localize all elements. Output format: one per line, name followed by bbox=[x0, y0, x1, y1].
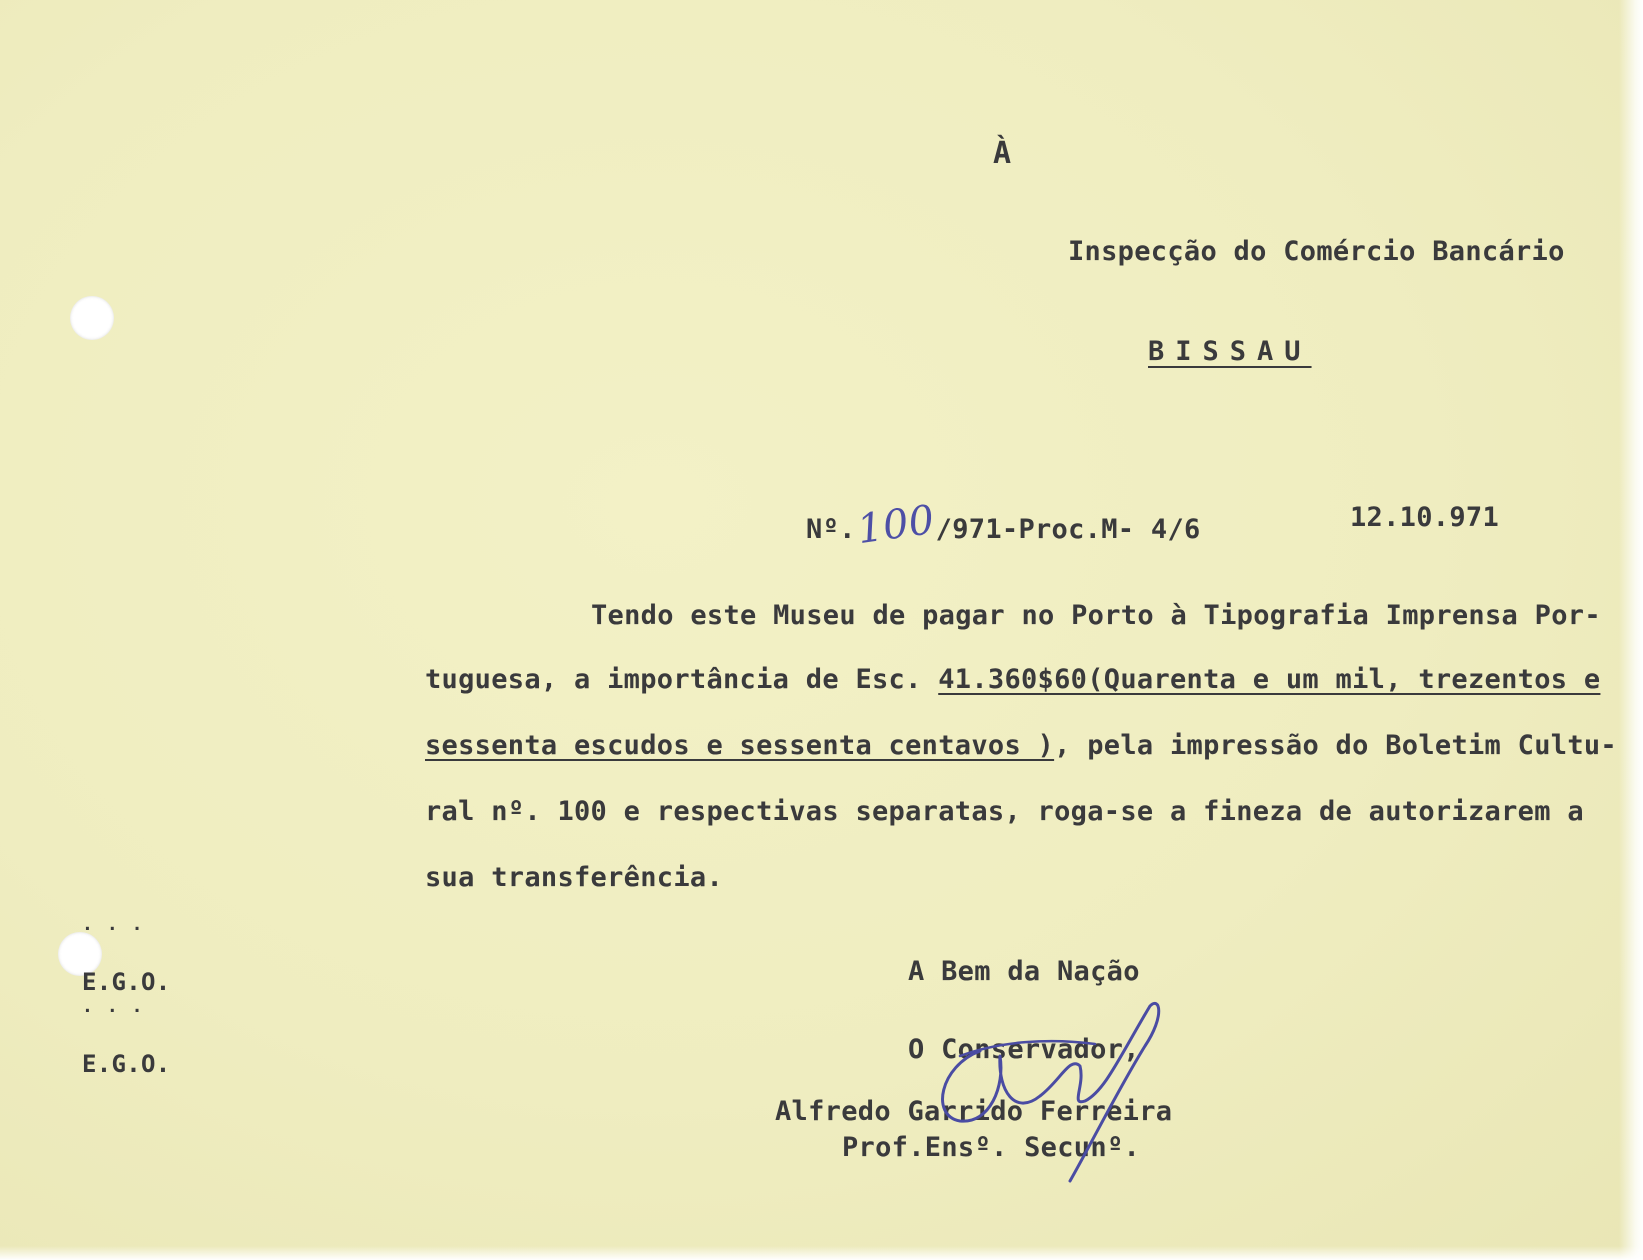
reference-prefix: Nº. bbox=[806, 514, 856, 545]
recipient-name: Inspecção do Comércio Bancário bbox=[1068, 236, 1565, 267]
initials-first: E.G.O. bbox=[82, 968, 171, 996]
body-line-2-text: tuguesa, a importância de Esc. bbox=[425, 664, 939, 695]
body-line-3-text: , pela impressão do Boletim Cultu- bbox=[1054, 730, 1617, 761]
initials-dots-1: ... bbox=[82, 914, 157, 935]
body-line-2 bbox=[425, 664, 1600, 695]
reference-suffix: /971-Proc.M- 4/6 bbox=[935, 514, 1201, 545]
signer-role: O Conservador, bbox=[908, 1034, 1140, 1065]
document-date: 12.10.971 bbox=[1350, 502, 1499, 533]
handwritten-signature bbox=[920, 996, 1200, 1186]
amount-underlined: 41.360$60(Quarenta e um mil, trezentos e bbox=[938, 664, 1601, 695]
signer-name: Alfredo Garrido Ferreira bbox=[775, 1096, 1173, 1127]
amount-words-underlined: sessenta escudos e sessenta centavos ) bbox=[425, 730, 1055, 761]
closing-formula: A Bem da Nação bbox=[908, 956, 1140, 987]
body-line-3 bbox=[425, 730, 1617, 761]
punch-hole-top bbox=[70, 296, 114, 340]
initials-dots-2: ... bbox=[82, 996, 157, 1017]
recipient-city: BISSAU bbox=[1148, 336, 1312, 367]
body-line-4: ral nº. 100 e respectivas separatas, roga-se a fineza de autorizarem a bbox=[425, 796, 1584, 827]
signer-title: Prof.Ensº. Secunº. bbox=[842, 1132, 1140, 1163]
body-line-1: Tendo este Museu de pagar no Porto à Tipografia Imprensa Por- bbox=[591, 600, 1601, 631]
salutation: À bbox=[993, 136, 1012, 171]
body-line-5: sua transferência. bbox=[425, 862, 723, 893]
reference-line bbox=[806, 496, 1201, 554]
paper-edge-right bbox=[1619, 0, 1643, 1260]
reference-number-handwritten: 100 bbox=[854, 496, 938, 554]
paper-edge-bottom bbox=[0, 1246, 1643, 1260]
initials-second: E.G.O. bbox=[82, 1050, 171, 1078]
